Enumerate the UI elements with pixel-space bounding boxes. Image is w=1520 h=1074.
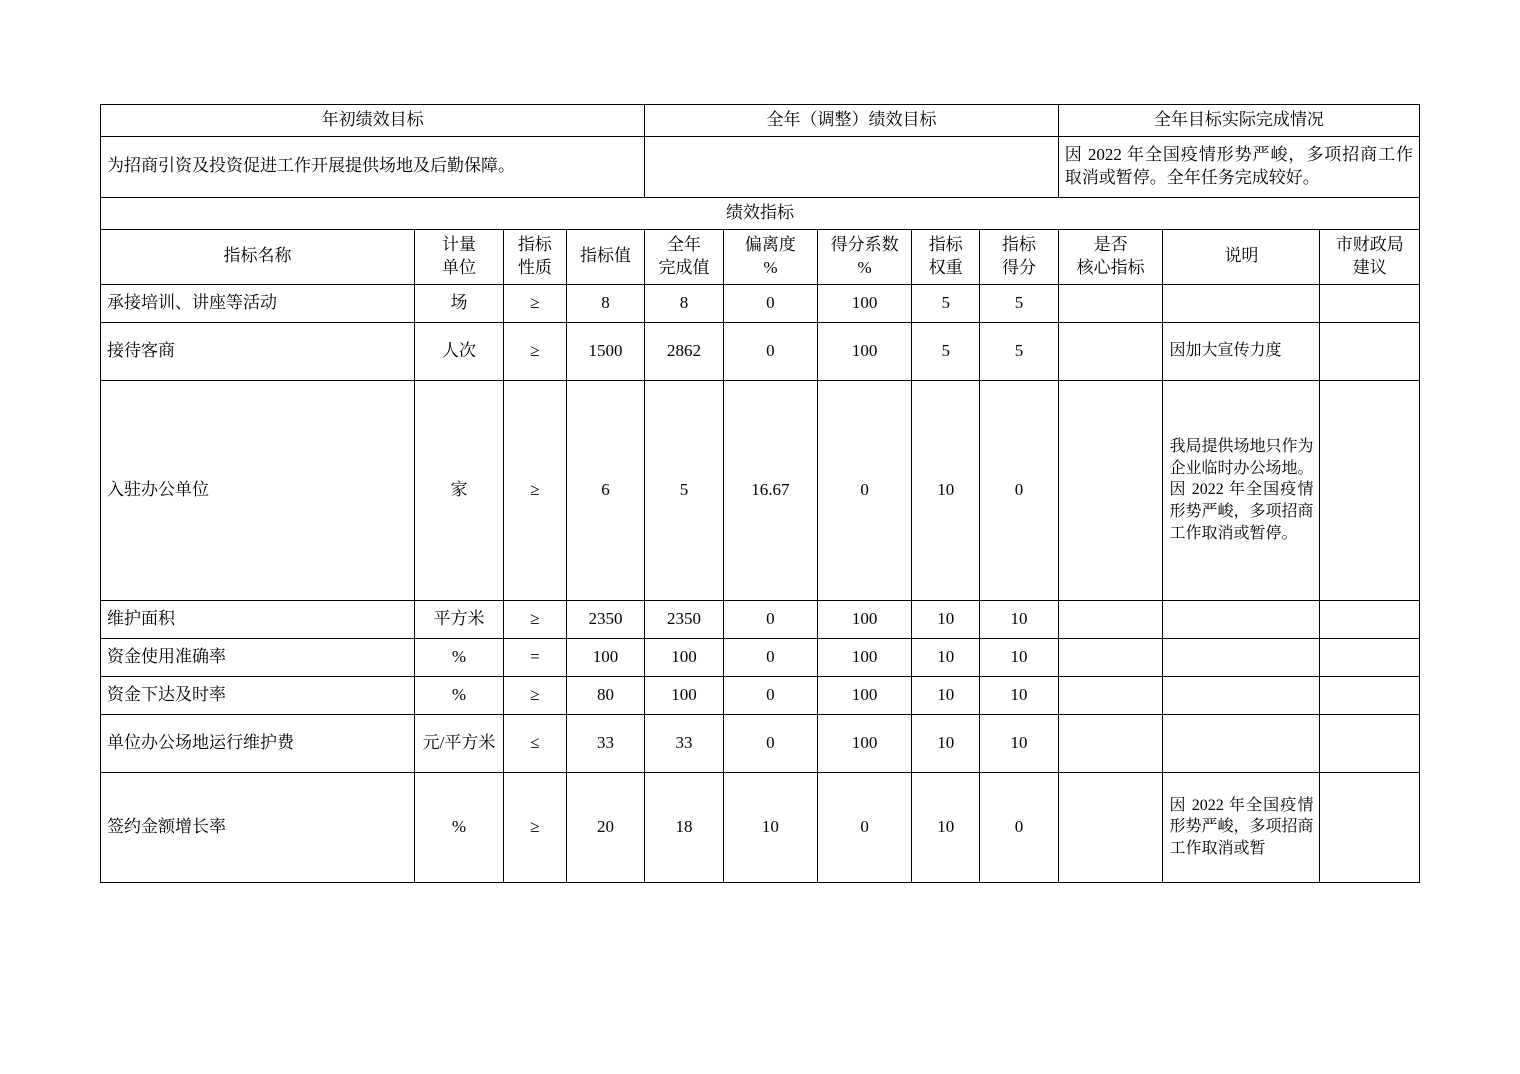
row-actual: 18 xyxy=(645,772,724,882)
row-note: 因 2022 年全国疫情形势严峻，多项招商工作取消或暂 xyxy=(1163,772,1320,882)
col-indicator-name: 指标名称 xyxy=(101,229,415,284)
row-core xyxy=(1058,322,1163,380)
row-deviation: 0 xyxy=(723,638,817,676)
row-score-coef: 100 xyxy=(818,600,912,638)
row-target: 1500 xyxy=(566,322,645,380)
row-score-coef: 100 xyxy=(818,322,912,380)
row-score: 10 xyxy=(980,676,1059,714)
row-unit: 人次 xyxy=(415,322,504,380)
row-deviation: 16.67 xyxy=(723,380,817,600)
row-target: 8 xyxy=(566,284,645,322)
table-row xyxy=(101,284,1420,322)
row-score: 0 xyxy=(980,380,1059,600)
row-actual: 2350 xyxy=(645,600,724,638)
row-note: 因加大宣传力度 xyxy=(1163,322,1320,380)
row-indicator-name: 签约金额增长率 xyxy=(101,772,415,882)
table-row xyxy=(101,676,1420,714)
row-score: 10 xyxy=(980,600,1059,638)
header-actual-completion: 全年目标实际完成情况 xyxy=(1058,105,1419,137)
row-nature: ≥ xyxy=(504,772,567,882)
row-nature: ≥ xyxy=(504,380,567,600)
top-header-row xyxy=(101,105,1420,137)
table-row xyxy=(101,600,1420,638)
row-note xyxy=(1163,714,1320,772)
row-nature: ≤ xyxy=(504,714,567,772)
row-weight: 10 xyxy=(912,714,980,772)
row-advice xyxy=(1320,638,1420,676)
row-deviation: 0 xyxy=(723,322,817,380)
row-indicator-name: 资金使用准确率 xyxy=(101,638,415,676)
header-adjusted-goal: 全年（调整）绩效目标 xyxy=(645,105,1058,137)
row-indicator-name: 接待客商 xyxy=(101,322,415,380)
col-weight: 指标 权重 xyxy=(912,229,980,284)
row-deviation: 0 xyxy=(723,284,817,322)
row-advice xyxy=(1320,714,1420,772)
col-actual-value: 全年 完成值 xyxy=(645,229,724,284)
row-score: 0 xyxy=(980,772,1059,882)
row-target: 6 xyxy=(566,380,645,600)
row-score-coef: 100 xyxy=(818,284,912,322)
col-deviation: 偏离度 % xyxy=(723,229,817,284)
col-advice: 市财政局 建议 xyxy=(1320,229,1420,284)
row-score-coef: 0 xyxy=(818,380,912,600)
row-score: 10 xyxy=(980,714,1059,772)
top-value-row xyxy=(101,136,1420,197)
row-nature: = xyxy=(504,638,567,676)
row-target: 2350 xyxy=(566,600,645,638)
row-score: 5 xyxy=(980,284,1059,322)
row-score-coef: 0 xyxy=(818,772,912,882)
row-advice xyxy=(1320,284,1420,322)
row-advice xyxy=(1320,676,1420,714)
row-advice xyxy=(1320,322,1420,380)
row-actual: 8 xyxy=(645,284,724,322)
row-weight: 10 xyxy=(912,638,980,676)
row-nature: ≥ xyxy=(504,322,567,380)
col-nature: 指标 性质 xyxy=(504,229,567,284)
row-indicator-name: 维护面积 xyxy=(101,600,415,638)
row-note xyxy=(1163,284,1320,322)
performance-table xyxy=(100,104,1420,883)
row-unit: 家 xyxy=(415,380,504,600)
table-row xyxy=(101,772,1420,882)
row-unit: 元/平方米 xyxy=(415,714,504,772)
row-note xyxy=(1163,676,1320,714)
section-title-row xyxy=(101,197,1420,229)
row-score-coef: 100 xyxy=(818,714,912,772)
row-core xyxy=(1058,772,1163,882)
col-score: 指标 得分 xyxy=(980,229,1059,284)
row-indicator-name: 承接培训、讲座等活动 xyxy=(101,284,415,322)
row-nature: ≥ xyxy=(504,676,567,714)
col-unit: 计量 单位 xyxy=(415,229,504,284)
row-actual: 100 xyxy=(645,638,724,676)
row-core xyxy=(1058,380,1163,600)
value-initial-goal: 为招商引资及投资促进工作开展提供场地及后勤保障。 xyxy=(101,136,645,197)
row-note xyxy=(1163,600,1320,638)
value-actual-completion: 因 2022 年全国疫情形势严峻，多项招商工作取消或暂停。全年任务完成较好。 xyxy=(1058,136,1419,197)
row-score: 5 xyxy=(980,322,1059,380)
row-indicator-name: 入驻办公单位 xyxy=(101,380,415,600)
row-unit: % xyxy=(415,772,504,882)
row-weight: 10 xyxy=(912,772,980,882)
row-core xyxy=(1058,676,1163,714)
table-row xyxy=(101,638,1420,676)
row-unit: % xyxy=(415,676,504,714)
section-title-performance-indicators: 绩效指标 xyxy=(101,197,1420,229)
row-score-coef: 100 xyxy=(818,676,912,714)
table-row xyxy=(101,714,1420,772)
row-target: 80 xyxy=(566,676,645,714)
row-indicator-name: 资金下达及时率 xyxy=(101,676,415,714)
row-actual: 100 xyxy=(645,676,724,714)
row-target: 100 xyxy=(566,638,645,676)
row-unit: 场 xyxy=(415,284,504,322)
row-weight: 10 xyxy=(912,600,980,638)
row-core xyxy=(1058,600,1163,638)
row-advice xyxy=(1320,600,1420,638)
row-actual: 33 xyxy=(645,714,724,772)
row-core xyxy=(1058,284,1163,322)
table-row xyxy=(101,380,1420,600)
row-core xyxy=(1058,638,1163,676)
table-row xyxy=(101,322,1420,380)
row-deviation: 10 xyxy=(723,772,817,882)
col-score-coefficient: 得分系数 % xyxy=(818,229,912,284)
row-weight: 10 xyxy=(912,676,980,714)
row-advice xyxy=(1320,380,1420,600)
row-note xyxy=(1163,638,1320,676)
col-is-core: 是否 核心指标 xyxy=(1058,229,1163,284)
row-note: 我局提供场地只作为企业临时办公场地。因 2022 年全国疫情形势严峻，多项招商工作取消或暂停。 xyxy=(1163,380,1320,600)
row-advice xyxy=(1320,772,1420,882)
row-deviation: 0 xyxy=(723,676,817,714)
row-actual: 2862 xyxy=(645,322,724,380)
column-header-row xyxy=(101,229,1420,284)
row-score-coef: 100 xyxy=(818,638,912,676)
row-target: 33 xyxy=(566,714,645,772)
col-target-value: 指标值 xyxy=(566,229,645,284)
row-unit: % xyxy=(415,638,504,676)
row-target: 20 xyxy=(566,772,645,882)
col-note: 说明 xyxy=(1163,229,1320,284)
row-weight: 5 xyxy=(912,284,980,322)
row-nature: ≥ xyxy=(504,600,567,638)
row-weight: 5 xyxy=(912,322,980,380)
header-initial-goal: 年初绩效目标 xyxy=(101,105,645,137)
row-score: 10 xyxy=(980,638,1059,676)
value-adjusted-goal xyxy=(645,136,1058,197)
row-indicator-name: 单位办公场地运行维护费 xyxy=(101,714,415,772)
row-weight: 10 xyxy=(912,380,980,600)
row-nature: ≥ xyxy=(504,284,567,322)
row-core xyxy=(1058,714,1163,772)
row-actual: 5 xyxy=(645,380,724,600)
row-deviation: 0 xyxy=(723,714,817,772)
row-unit: 平方米 xyxy=(415,600,504,638)
row-deviation: 0 xyxy=(723,600,817,638)
